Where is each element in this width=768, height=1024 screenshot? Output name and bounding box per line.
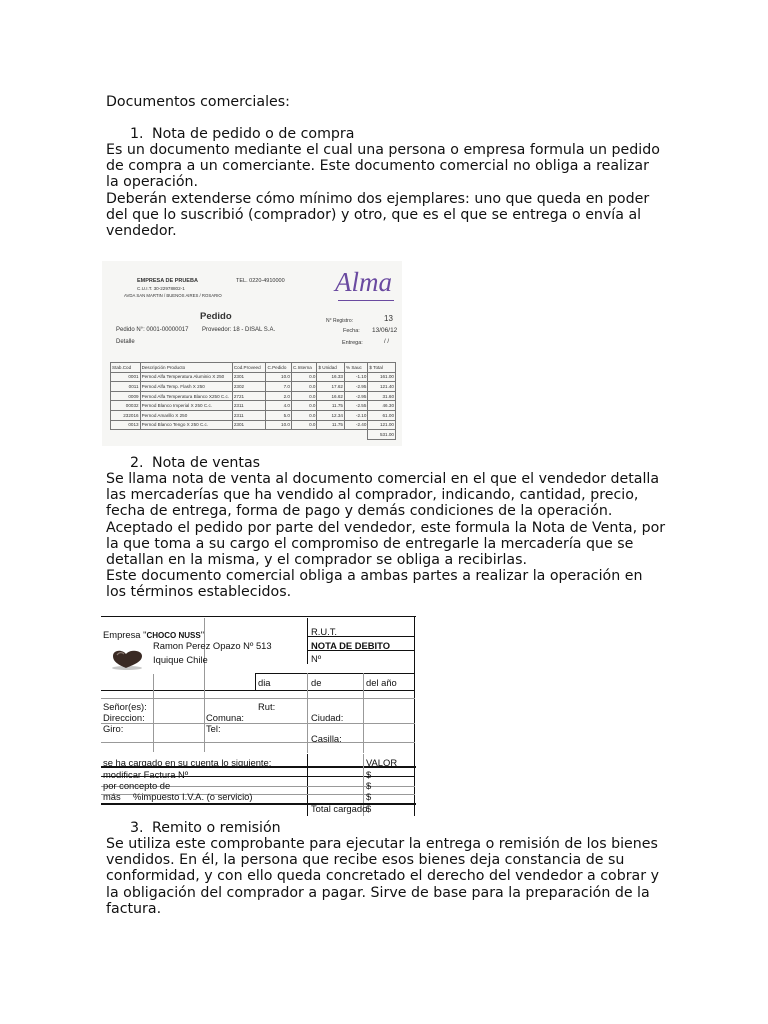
chocolate-heart-icon [109, 648, 145, 670]
pedido-company: EMPRESA DE PRUEBA [137, 278, 198, 284]
pedido-cell: 161.00 [368, 372, 396, 382]
pedido-cell: 0.0 [291, 391, 316, 401]
pedido-cell: 16.33 [317, 372, 345, 382]
pedido-registro-label: N° Registro: [326, 318, 354, 324]
section-1-title-text: Nota de pedido o de compra [152, 126, 355, 142]
fecha-dia: dia [258, 677, 271, 688]
senores-label: Señor(es): [103, 701, 147, 712]
empresa-city: Iquique Chile [153, 654, 208, 665]
form-line [101, 723, 415, 724]
section-1-number: 1. [130, 126, 144, 142]
pedido-cell: -2.10 [344, 410, 367, 420]
section-3-title-text: Remito o remisión [152, 820, 281, 836]
section-3-number: 3. [130, 820, 144, 836]
section-2-paragraph-2: Aceptado el pedido por parte del vendedor, este formula la Nota de Venta, por la que toma a su cargo el compromiso de entregarle la mercadería que se detallan en la misma, y el comprador se obliga a recibirlas. [106, 519, 666, 569]
pedido-logo-underline [338, 300, 394, 301]
pedido-col: C.Interna [291, 363, 316, 373]
comuna-label: Comuna: [206, 712, 245, 723]
form-border-top [101, 616, 416, 617]
section-3-paragraph-1: Se utiliza este comprobante para ejecutar la entrega o remisión de los bienes vendidos. En él, la persona que recibe esos bienes deja constancia de su conformidad, y con ello queda concretado el derecho del vendedor a cobrar y la obligación del comprador a pagar. Sirve de base para la preparación de la factura. [106, 836, 659, 917]
direccion-label: Direccion: [103, 712, 145, 723]
valor-label: VALOR [366, 757, 398, 768]
pedido-cell: Pernod Alfa Temperatura Aluminio X 250 [140, 372, 232, 382]
pedido-registro-value: 13 [384, 314, 393, 323]
pedido-cell: -2.55 [344, 401, 367, 411]
pedido-cell: 61.00 [368, 410, 396, 420]
tel-label: Tel: [206, 723, 221, 734]
pedido-col: Cod.Proveed [232, 363, 266, 373]
nota-number-label: Nº [311, 653, 322, 664]
pedido-cell: Pernod Amarillo X 250 [140, 410, 232, 420]
section-2-title-text: Nota de ventas [152, 455, 261, 471]
pedido-cell: 0.0 [291, 382, 316, 392]
modificar-factura-label: modificar Factura Nº [103, 769, 189, 780]
fecha-de: de [311, 677, 322, 688]
pedido-cell: 46.30 [368, 401, 396, 411]
pedido-entrega-label: Entrega: [342, 340, 363, 346]
form-line [101, 698, 415, 699]
pedido-fecha-value: 13/06/12 [372, 327, 398, 334]
dollar-sign: $ [366, 803, 372, 814]
empresa-label [103, 629, 204, 640]
concepto-label: por concepto de [103, 780, 171, 791]
pedido-cell: 5.0 [266, 410, 291, 420]
table-row [111, 372, 396, 382]
pedido-cell: -2.40 [344, 420, 367, 430]
pedido-cell: 0.0 [291, 420, 316, 430]
impuesto-label: %impuesto I.V.A. (o servicio) [133, 791, 253, 802]
pedido-cell: 2.0 [266, 391, 291, 401]
section-2-title [130, 455, 260, 471]
pedido-col: % Sauc [344, 363, 367, 373]
dollar-sign: $ [366, 780, 372, 791]
section-1-paragraph-1: Es un documento mediante el cual una persona o empresa formula un pedido de compra a un comerciante. Este documento comercial no obliga a realizar la operación. [106, 142, 660, 191]
pedido-company-address: AVDA SAN MARTIN / BUENOS AIRES / ROSARIO [124, 293, 222, 298]
pedido-cell: 0.0 [291, 410, 316, 420]
pedido-cell: 2301 [232, 372, 266, 382]
pedido-fecha-label: Fecha: [343, 328, 360, 334]
nota-debito-form-image [101, 616, 416, 816]
giro-label: Giro: [103, 723, 124, 734]
ciudad-label: Ciudad: [311, 712, 344, 723]
pedido-cell: 2311 [232, 410, 266, 420]
form-line [255, 673, 256, 690]
section-3-title [130, 820, 281, 836]
dollar-sign: $ [366, 769, 372, 780]
form-line [307, 673, 308, 753]
empresa-label-text: Empresa " [103, 629, 147, 640]
section-1-body [106, 142, 666, 239]
pedido-cell: 2301 [232, 420, 266, 430]
section-2-paragraph-1: Se llama nota de venta al documento comercial en el que el vendedor detalla las mercaderías que ha vendido al comprador, indicando, cantidad, precio, fecha de entrega, forma de pago y demás condiciones de la operación. [106, 471, 660, 520]
pedido-col: $ Unidad [317, 363, 345, 373]
pedido-cell: 2721 [232, 391, 266, 401]
pedido-cell: 10.0 [266, 372, 291, 382]
pedido-cell: 121.00 [368, 420, 396, 430]
fecha-del-ano: del año [366, 677, 397, 688]
page-heading: Documentos comerciales: [106, 94, 290, 110]
casilla-label: Casilla: [311, 733, 342, 744]
pedido-cell: 232016 [111, 410, 141, 420]
form-line-bold [307, 754, 308, 816]
pedido-cell: 11.75 [317, 420, 345, 430]
empresa-address: Ramon Perez Opazo Nº 513 [153, 640, 272, 651]
pedido-cell: 4.0 [266, 401, 291, 411]
pedido-cell: 0001 [111, 372, 141, 382]
dollar-sign: $ [366, 791, 372, 802]
pedido-total: 531.00 [368, 430, 396, 440]
pedido-detalle: Detalle [116, 339, 135, 345]
pedido-cell: -2.95 [344, 382, 367, 392]
mas-label: más [103, 791, 121, 802]
pedido-cell: 121.40 [368, 382, 396, 392]
section-2-number: 2. [130, 455, 144, 471]
rut-client-label: Rut: [258, 701, 276, 712]
pedido-phone: TEL. 0220-4910000 [236, 278, 285, 284]
pedido-cell: Pernod Alfa Temperatura Blanco X250 C.c. [140, 391, 232, 401]
pedido-number: Pedido N°: 0001-00000017 [116, 327, 189, 333]
form-line [153, 674, 154, 752]
pedido-cell: -1.10 [344, 372, 367, 382]
section-2-paragraph-3: Este documento comercial obliga a ambas partes a realizar la operación en los términos establecidos. [106, 568, 643, 601]
pedido-cell: 0.0 [291, 401, 316, 411]
empresa-close-quote: " [200, 629, 205, 640]
pedido-cell: 0011 [111, 382, 141, 392]
form-line [204, 618, 205, 752]
form-divider [307, 618, 308, 664]
form-line [255, 673, 415, 674]
rut-label: R.U.T. [311, 626, 338, 637]
pedido-cell: 7.0 [266, 382, 291, 392]
form-line [101, 742, 415, 743]
pedido-table [110, 362, 396, 440]
table-row [111, 382, 396, 392]
nota-debito-title: NOTA DE DEBITO [311, 640, 390, 651]
table-row [111, 410, 396, 420]
pedido-form-image [102, 261, 402, 446]
cargado-label: se ha cargado en su cuenta lo siguiente: [103, 757, 272, 768]
table-row [111, 401, 396, 411]
pedido-proveedor: Proveedor: 18 - DISAL S.A. [202, 327, 276, 333]
empresa-name: CHOCO NUSS [146, 631, 201, 640]
table-row [111, 420, 396, 430]
pedido-cell: 17.62 [317, 382, 345, 392]
pedido-col: C.Pedido [266, 363, 291, 373]
pedido-title: Pedido [200, 311, 232, 322]
section-1-paragraph-2: Deberán extenderse cómo mínimo dos ejemplares: uno que queda en poder del que lo suscribió (comprador) y otro, que es el que se entrega o envía al vendedor. [106, 190, 650, 240]
pedido-cell: 10.0 [266, 420, 291, 430]
pedido-company-cuit: C.U.I.T. 30-22978802-1 [137, 286, 185, 291]
pedido-cell: 2302 [232, 382, 266, 392]
pedido-cell: -2.95 [344, 391, 367, 401]
pedido-cell: 2311 [232, 401, 266, 411]
pedido-table-header [111, 363, 396, 373]
pedido-cell: Pernod Blanco Imperial X 250 C.c. [140, 401, 232, 411]
table-total-row [111, 430, 396, 440]
pedido-cell: 16.62 [317, 391, 345, 401]
form-line [363, 673, 364, 753]
pedido-cell: 00032 [111, 401, 141, 411]
pedido-logo: Alma [335, 267, 392, 297]
section-3-body [106, 836, 666, 917]
table-row [111, 391, 396, 401]
pedido-cell: 31.60 [368, 391, 396, 401]
total-cargado-label: Total cargado [311, 803, 368, 814]
pedido-col: Stab.Cod [111, 363, 141, 373]
pedido-cell: 11.75 [317, 401, 345, 411]
pedido-entrega-value: / / [384, 339, 390, 345]
section-1-title [130, 126, 354, 142]
pedido-cell: 0.0 [291, 372, 316, 382]
pedido-cell: Pernod Blanco Tengo X 250 C.c. [140, 420, 232, 430]
pedido-col: $ Total [368, 363, 396, 373]
pedido-cell: 0009 [111, 391, 141, 401]
section-2-body [106, 471, 666, 601]
pedido-col: Descripción Producto [140, 363, 232, 373]
pedido-cell: 12.34 [317, 410, 345, 420]
pedido-cell: Pernod Alfa Temp. Flash X 250 [140, 382, 232, 392]
pedido-cell: 0013 [111, 420, 141, 430]
form-line [101, 690, 415, 691]
